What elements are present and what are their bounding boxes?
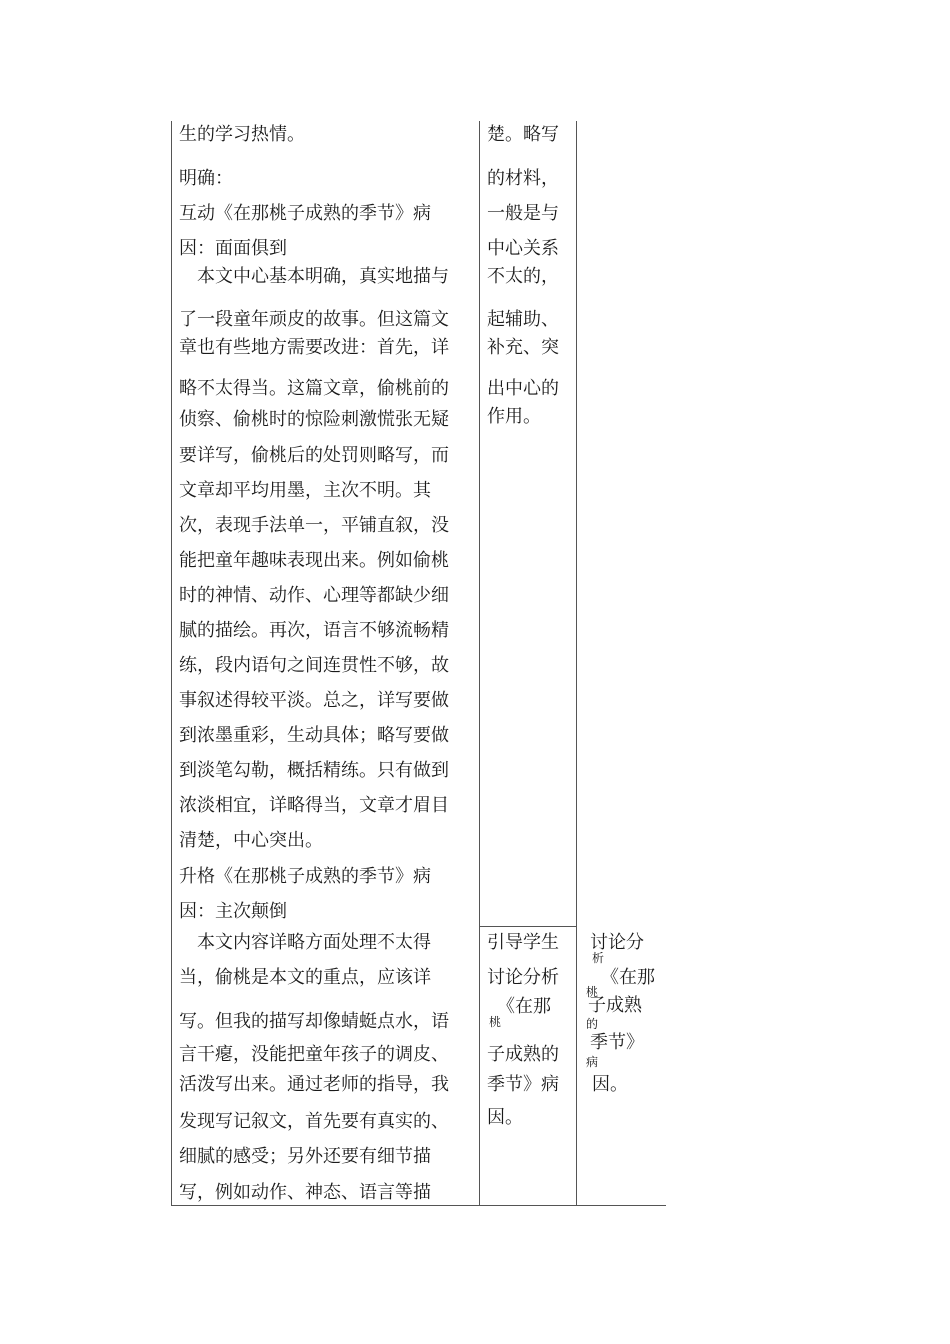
text-line: 写，例如动作、神态、语言等描 <box>179 1182 431 1203</box>
text-line: 讨论分析 <box>487 967 559 988</box>
text-line: 析 <box>592 951 605 965</box>
text-line: 生的学习热情。 <box>179 124 305 145</box>
text-line: 侦察、偷桃时的惊险刺激慌张无疑 <box>179 409 449 430</box>
text-line: 起辅助、 <box>487 309 559 330</box>
text-line: 一般是与 <box>487 203 559 224</box>
text-line: 略不太得当。这篇文章，偷桃前的 <box>179 378 449 399</box>
text-line: 章也有些地方需要改进：首先，详 <box>179 337 449 358</box>
text-line: 本文内容详略方面处理不太得 <box>179 932 431 953</box>
text-line: 次，表现手法单一，平铺直叙，没 <box>179 515 449 536</box>
text-line: 时的神情、动作、心理等都缺少细 <box>179 585 449 606</box>
text-line: 讨论分 <box>590 932 644 953</box>
table-bottom-border <box>171 1205 666 1206</box>
text-line: 桃 <box>586 985 599 999</box>
text-line: 互动《在那桃子成熟的季节》病 <box>179 203 431 224</box>
text-line: 不太的， <box>487 266 559 287</box>
text-line: 文章却平均用墨，主次不明。其 <box>179 480 431 501</box>
text-line: 的材料， <box>487 168 559 189</box>
text-line: 桃 <box>489 1015 502 1029</box>
text-line: 中心关系 <box>487 238 559 259</box>
text-line: 写。但我的描写却像蜻蜓点水，语 <box>179 1011 449 1032</box>
text-line: 细腻的感受；另外还要有细节描 <box>179 1146 431 1167</box>
text-line: 季节》 <box>590 1032 644 1053</box>
text-line: 事叙述得较平淡。总之，详写要做 <box>179 690 449 711</box>
text-line: 浓淡相宜，详略得当，文章才眉目 <box>179 795 449 816</box>
text-line: 明确： <box>179 168 233 189</box>
text-line: 《在那 <box>601 967 655 988</box>
table-divider-2 <box>576 121 577 1206</box>
text-line: 言干瘪，没能把童年孩子的调皮、 <box>179 1044 449 1065</box>
text-line: 当，偷桃是本文的重点，应该详 <box>179 967 431 988</box>
text-line: 楚。略写 <box>487 124 559 145</box>
text-line: 引导学生 <box>487 932 559 953</box>
text-line: 能把童年趣味表现出来。例如偷桃 <box>179 550 449 571</box>
text-line: 出中心的 <box>487 378 559 399</box>
text-line: 作用。 <box>487 406 541 427</box>
text-line: 要详写，偷桃后的处罚则略写，而 <box>179 445 449 466</box>
table-divider-1 <box>479 121 480 1206</box>
text-line: 《在那 <box>497 996 551 1017</box>
text-line: 练，段内语句之间连贯性不够，故 <box>179 655 449 676</box>
text-line: 了一段童年顽皮的故事。但这篇文 <box>179 309 449 330</box>
text-line: 因：主次颠倒 <box>179 901 287 922</box>
text-line: 本文中心基本明确，真实地描与 <box>179 266 449 287</box>
text-line: 子成熟的 <box>487 1044 559 1065</box>
row-divider <box>479 926 577 927</box>
text-line: 到浓墨重彩，生动具体；略写要做 <box>179 725 449 746</box>
text-line: 补充、突 <box>487 337 559 358</box>
text-line: 子成熟 <box>588 995 642 1016</box>
text-line: 因。 <box>487 1107 523 1128</box>
text-line: 季节》病 <box>487 1074 559 1095</box>
text-line: 升格《在那桃子成熟的季节》病 <box>179 866 431 887</box>
text-line: 的 <box>586 1017 599 1031</box>
text-line: 到淡笔勾勒，概括精练。只有做到 <box>179 760 449 781</box>
text-line: 发现写记叙文，首先要有真实的、 <box>179 1111 449 1132</box>
text-line: 病 <box>586 1055 599 1069</box>
text-line: 活泼写出来。通过老师的指导，我 <box>179 1074 449 1095</box>
text-line: 清楚，中心突出。 <box>179 830 323 851</box>
text-line: 腻的描绘。再次，语言不够流畅精 <box>179 620 449 641</box>
table-left-border <box>171 121 172 1206</box>
text-line: 因：面面俱到 <box>179 238 287 259</box>
text-line: 因。 <box>592 1074 628 1095</box>
